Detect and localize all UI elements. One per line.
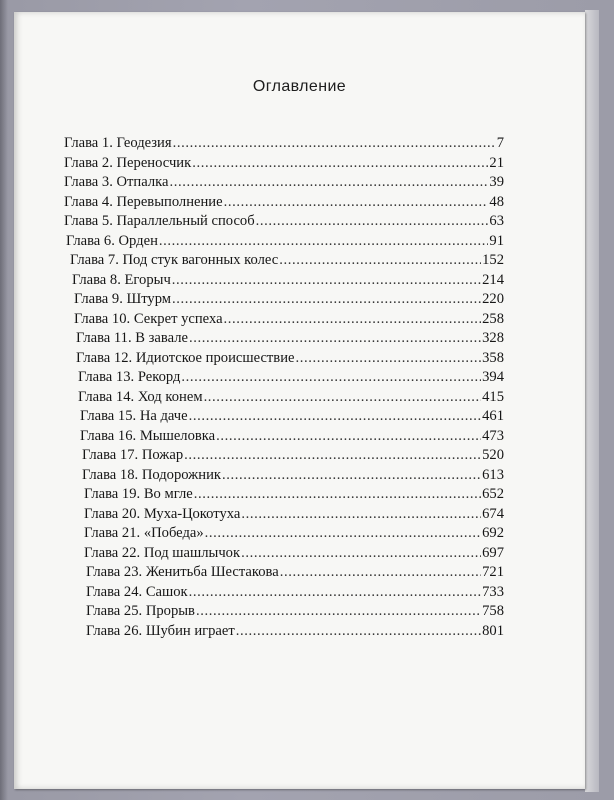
chapter-title: Глава 25. Прорыв xyxy=(86,603,195,619)
page-number: 91 xyxy=(489,232,504,249)
toc-entry xyxy=(64,623,504,643)
dot-leader xyxy=(216,428,481,445)
chapter-title: Глава 13. Рекорд xyxy=(78,369,181,385)
chapter-title: Глава 2. Переносчик xyxy=(64,154,192,171)
chapter-title: Глава 12. Идиотское происшествие xyxy=(76,349,295,366)
toc-entry xyxy=(64,486,504,506)
page-number: 721 xyxy=(482,564,504,580)
toc-entry xyxy=(64,272,504,292)
page-number: 7 xyxy=(496,135,504,151)
toc-entry xyxy=(64,447,504,467)
dot-leader xyxy=(189,408,481,425)
page-number: 152 xyxy=(482,252,504,268)
toc-entry xyxy=(64,506,504,526)
dot-leader xyxy=(173,135,496,152)
toc-entry xyxy=(64,369,504,389)
page-number: 358 xyxy=(482,349,504,366)
toc-entry xyxy=(64,233,504,253)
chapter-title: Глава 19. Во мгле xyxy=(84,486,193,502)
page-number: 214 xyxy=(482,271,504,288)
dot-leader xyxy=(222,467,481,484)
chapter-title: Глава 4. Перевыполнение xyxy=(64,193,223,210)
dot-leader xyxy=(184,447,481,464)
dot-leader xyxy=(189,330,481,347)
page-number: 733 xyxy=(482,583,504,600)
dot-leader xyxy=(169,174,488,191)
page-number: 258 xyxy=(482,310,504,327)
chapter-title: Глава 23. Женитьба Шестакова xyxy=(86,564,279,580)
page-number: 48 xyxy=(489,193,504,210)
chapter-title: Глава 18. Подорожник xyxy=(82,466,221,483)
dot-leader xyxy=(194,486,481,503)
dot-leader xyxy=(256,213,489,230)
page-number: 697 xyxy=(482,544,504,561)
toc-entry xyxy=(64,311,504,331)
chapter-title: Глава 20. Муха-Цокотуха xyxy=(84,505,241,522)
dot-leader xyxy=(236,623,481,640)
page-number: 415 xyxy=(482,388,504,405)
page-number: 758 xyxy=(482,603,504,619)
toc-entry xyxy=(64,525,504,545)
book-page xyxy=(14,12,585,789)
toc-entry xyxy=(64,174,504,194)
chapter-title: Глава 10. Секрет успеха xyxy=(74,310,223,327)
chapter-title: Глава 11. В завале xyxy=(76,330,188,346)
page-number: 21 xyxy=(489,154,504,171)
page-number: 801 xyxy=(482,622,504,639)
dot-leader xyxy=(172,291,481,308)
chapter-title: Глава 8. Егорыч xyxy=(72,271,171,288)
page-number: 692 xyxy=(482,525,504,541)
dot-leader xyxy=(159,233,489,250)
chapter-title: Глава 7. Под стук вагонных колес xyxy=(70,252,279,268)
dot-leader xyxy=(192,155,488,172)
toc-entry xyxy=(64,564,504,584)
dot-leader xyxy=(196,603,481,620)
page-number: 473 xyxy=(482,427,504,444)
page-number: 394 xyxy=(482,369,504,385)
table-of-contents xyxy=(64,135,504,642)
page-number: 328 xyxy=(482,330,504,346)
toc-entry xyxy=(64,428,504,448)
chapter-title: Глава 24. Сашок xyxy=(86,583,188,600)
toc-entry xyxy=(64,252,504,272)
page-number: 39 xyxy=(489,174,504,190)
toc-entry xyxy=(64,135,504,155)
toc-entry xyxy=(64,213,504,233)
chapter-title: Глава 14. Ход конем xyxy=(78,388,203,405)
page-number: 613 xyxy=(482,466,504,483)
chapter-title: Глава 16. Мышеловка xyxy=(80,427,216,444)
dot-leader xyxy=(295,350,481,367)
dot-leader xyxy=(241,506,481,523)
page-number: 674 xyxy=(482,505,504,522)
dot-leader xyxy=(181,369,481,386)
chapter-title: Глава 3. Отпалка xyxy=(64,174,169,190)
chapter-title: Глава 21. «Победа» xyxy=(84,525,204,541)
chapter-title: Глава 9. Штурм xyxy=(74,291,172,307)
dot-leader xyxy=(172,272,481,289)
toc-entry xyxy=(64,603,504,623)
toc-entry xyxy=(64,545,504,565)
page-number: 520 xyxy=(482,447,504,463)
toc-entry xyxy=(64,291,504,311)
chapter-title: Глава 1. Геодезия xyxy=(64,135,172,151)
chapter-title: Глава 15. На даче xyxy=(80,408,188,424)
toc-entry xyxy=(64,408,504,428)
page-number: 652 xyxy=(482,486,504,502)
toc-entry xyxy=(64,330,504,350)
toc-entry xyxy=(64,584,504,604)
chapter-title: Глава 26. Шубин играет xyxy=(86,622,235,639)
dot-leader xyxy=(224,311,482,328)
page-number: 63 xyxy=(489,213,504,229)
page-number: 461 xyxy=(482,408,504,424)
dot-leader xyxy=(204,389,482,406)
chapter-title: Глава 6. Орден xyxy=(66,232,158,249)
toc-entry xyxy=(64,155,504,175)
toc-entry xyxy=(64,194,504,214)
page-edge xyxy=(585,10,599,792)
dot-leader xyxy=(224,194,489,211)
toc-entry xyxy=(64,389,504,409)
dot-leader xyxy=(280,564,481,581)
dot-leader xyxy=(279,252,481,269)
dot-leader xyxy=(189,584,481,601)
page-number: 220 xyxy=(482,291,504,307)
chapter-title: Глава 17. Пожар xyxy=(82,447,184,463)
dot-leader xyxy=(241,545,481,562)
chapter-title: Глава 5. Параллельный способ xyxy=(64,213,255,229)
toc-heading: Оглавление xyxy=(252,78,347,95)
chapter-title: Глава 22. Под шашлычок xyxy=(84,544,241,561)
toc-entry xyxy=(64,467,504,487)
toc-entry xyxy=(64,350,504,370)
dot-leader xyxy=(205,525,481,542)
